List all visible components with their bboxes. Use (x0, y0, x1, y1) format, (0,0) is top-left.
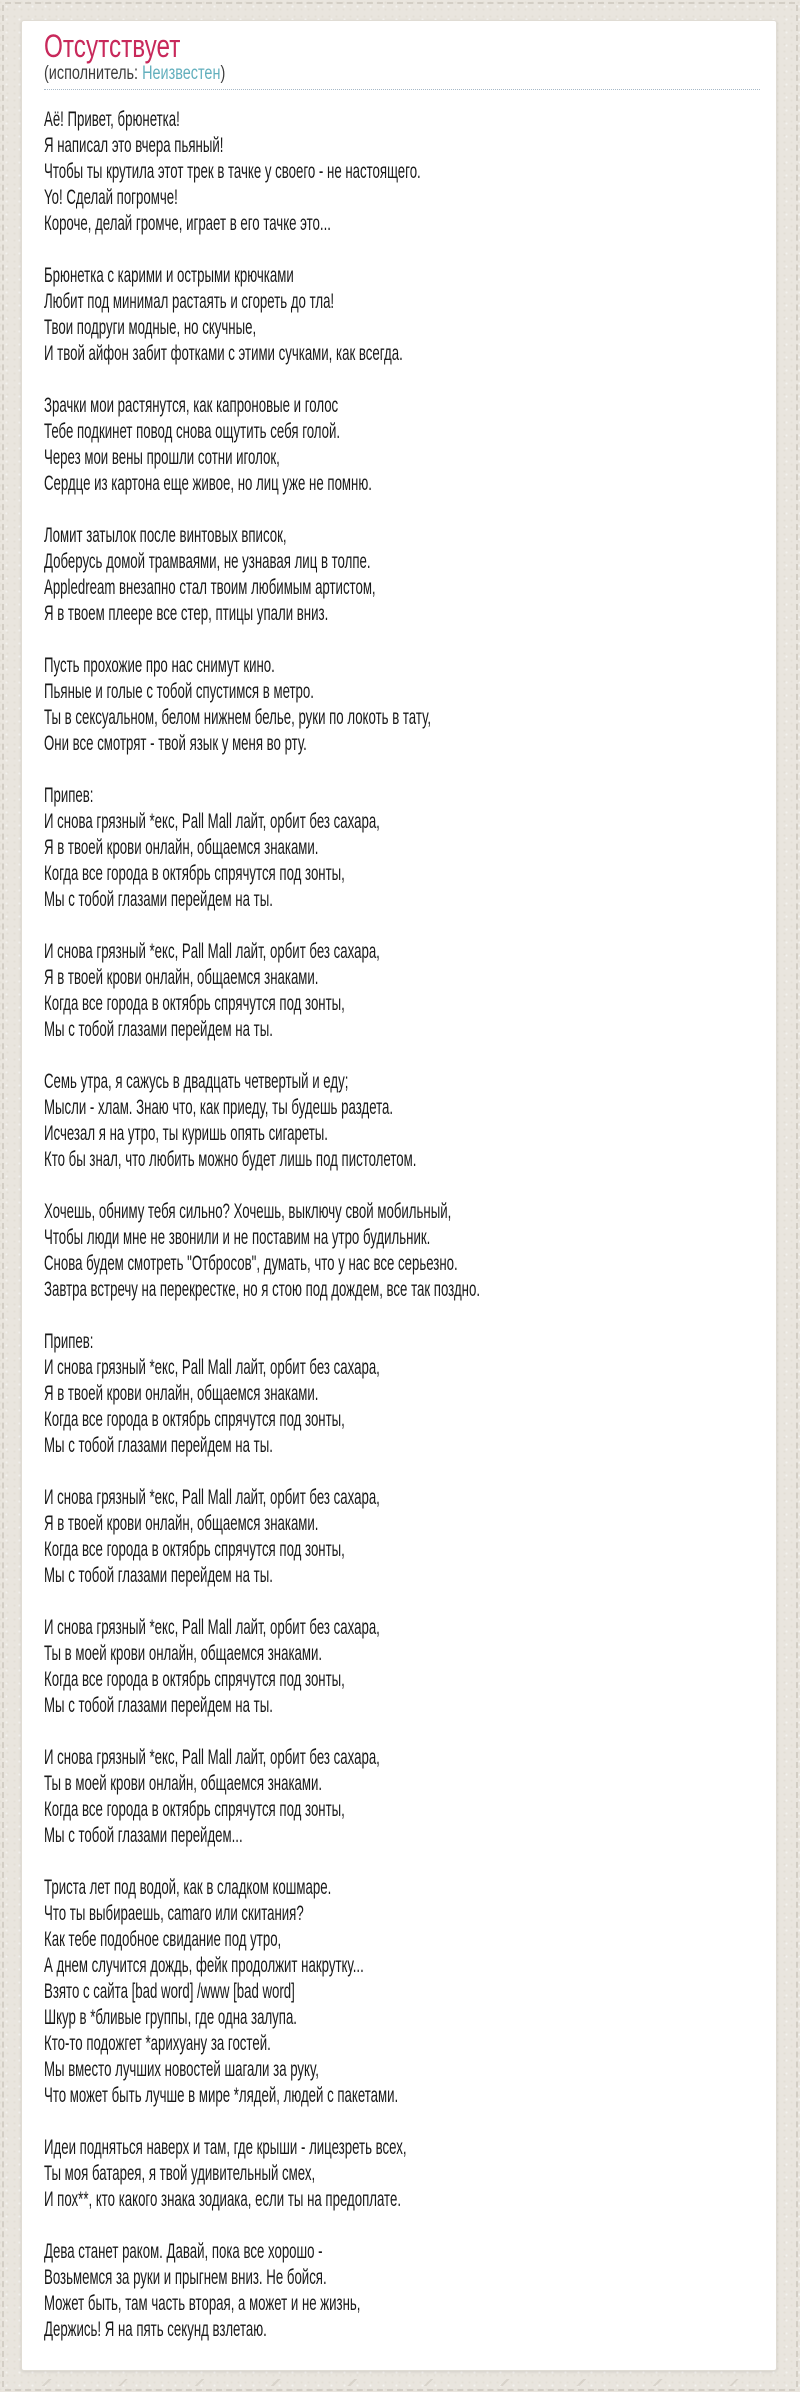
lyric-line: Что может быть лучше в мире *лядей, людей с пакетами. (44, 2084, 399, 2107)
lyric-line: Мы с тобой глазами перейдем на ты. (44, 1694, 273, 1717)
lyric-line: Как тебе подобное свидание под утро, (44, 1928, 282, 1951)
lyric-line: Ты в сексуальном, белом нижнем белье, руки по локоть в тату, (44, 706, 432, 729)
artist-line (44, 63, 760, 84)
lyric-line: А днем случится дождь, фейк продолжит накрутку... (44, 1954, 364, 1977)
stanza (44, 783, 762, 913)
lyric-line: И снова грязный *екс, Pall Mall лайт, орбит без сахара, (44, 1486, 380, 1509)
lyric-line: Я в твоей крови онлайн, общаемся знаками. (44, 836, 319, 859)
stanza (44, 1745, 762, 1849)
lyric-line: И снова грязный *екс, Pall Mall лайт, орбит без сахара, (44, 1616, 380, 1639)
lyric-line: Припев: (44, 1330, 94, 1353)
lyric-line: Что ты выбираешь, camaro или скитания? (44, 1902, 304, 1925)
stanza (44, 393, 762, 497)
lyric-line: Пусть прохожие про нас снимут кино. (44, 654, 275, 677)
lyric-line: Мы с тобой глазами перейдем на ты. (44, 888, 273, 911)
lyric-line: Я написал это вчера пьяный! (44, 134, 224, 157)
lyric-line: Ты в моей крови онлайн, общаемся знаками. (44, 1642, 323, 1665)
lyric-line: Дева станет раком. Давай, пока все хорошо - (44, 2240, 323, 2263)
stanza (44, 2135, 762, 2213)
lyric-line: Yo! Сделай погромче! (44, 186, 178, 209)
lyric-line: Через мои вены прошли сотни иголок, (44, 446, 280, 469)
lyric-line: И пох**, кто какого знака зодиака, если ты на предоплате. (44, 2188, 401, 2211)
lyric-line: Взято с сайта [bad word] /www [bad word] (44, 1980, 295, 2003)
lyric-line: Хочешь, обниму тебя сильно? Хочешь, выключу свой мобильный, (44, 1200, 452, 1223)
lyric-line: Короче, делай громче, играет в его тачке это... (44, 212, 331, 235)
lyric-line: Снова будем смотреть "Отбросов", думать, что у нас все серьезно. (44, 1252, 458, 1275)
stanza (44, 1329, 762, 1459)
lyric-line: Идеи подняться наверх и там, где крыши - лицезреть всех, (44, 2136, 407, 2159)
stanza (44, 653, 762, 757)
stanza (44, 1069, 762, 1173)
lyric-line: Зрачки мои растянутся, как капроновые и голос (44, 394, 339, 417)
lyric-line: Триста лет под водой, как в сладком кошмаре. (44, 1876, 332, 1899)
zigzag-decoration (12, 2379, 788, 2386)
lyric-line: Твои подруги модные, но скучные, (44, 316, 257, 339)
stanza (44, 1615, 762, 1719)
lyric-line: Держись! Я на пять секунд взлетаю. (44, 2318, 267, 2341)
lyric-line: Мы с тобой глазами перейдем на ты. (44, 1018, 273, 1041)
lyric-line: Мысли - хлам. Знаю что, как приеду, ты будешь раздета. (44, 1096, 394, 1119)
lyric-line: Я в твоей крови онлайн, общаемся знаками. (44, 1512, 319, 1535)
lyric-line: И снова грязный *екс, Pall Mall лайт, орбит без сахара, (44, 1356, 380, 1379)
lyric-line: И снова грязный *екс, Pall Mall лайт, орбит без сахара, (44, 1746, 380, 1769)
stitch-border-right (796, 5, 798, 2387)
stitch-border-bottom (5, 2389, 795, 2391)
stanza (44, 523, 762, 627)
lyric-line: Когда все города в октябрь спрячутся под зонты, (44, 1408, 345, 1431)
lyric-line: Шкур в *бливые группы, где одна залупа. (44, 2006, 297, 2029)
lyric-line: Тебе подкинет повод снова ощутить себя голой. (44, 420, 341, 443)
lyric-line: Мы с тобой глазами перейдем... (44, 1824, 243, 1847)
stanza (44, 1485, 762, 1589)
artist-label-suffix: ) (220, 63, 226, 84)
stanza (44, 1875, 762, 2109)
lyric-line: Ты моя батарея, я твой удивительный смех, (44, 2162, 316, 2185)
lyric-line: Может быть, там часть вторая, а может и не жизнь, (44, 2292, 361, 2315)
lyric-line: Я в твоей крови онлайн, общаемся знаками. (44, 966, 319, 989)
stanza (44, 263, 762, 367)
lyric-line: Ты в моей крови онлайн, общаемся знаками. (44, 1772, 323, 1795)
lyric-line: Чтобы люди мне не звонили и не поставим на утро будильник. (44, 1226, 431, 1249)
lyric-line: Когда все города в октябрь спрячутся под зонты, (44, 1668, 345, 1691)
lyric-line: Ломит затылок после винтовых вписок, (44, 524, 287, 547)
artist-link[interactable]: Неизвестен (142, 63, 221, 84)
lyric-line: Мы вместо лучших новостей шагали за руку, (44, 2058, 319, 2081)
lyric-line: И снова грязный *екс, Pall Mall лайт, орбит без сахара, (44, 810, 380, 833)
lyric-line: Доберусь домой трамваями, не узнавая лиц в толпе. (44, 550, 371, 573)
stanza (44, 2239, 762, 2343)
lyric-line: Припев: (44, 784, 94, 807)
artist-label-prefix: (исполнитель: (44, 63, 143, 84)
stanza (44, 939, 762, 1043)
lyric-line: Чтобы ты крутила этот трек в тачке у своего - не настоящего. (44, 160, 421, 183)
lyric-line: Я в твоем плеере все стер, птицы упали вниз. (44, 602, 329, 625)
stitch-border-left (2, 5, 4, 2387)
header (44, 29, 760, 90)
lyric-line: Когда все города в октябрь спрячутся под зонты, (44, 1798, 345, 1821)
header-inner (44, 29, 760, 84)
lyric-line: Семь утра, я сажусь в двадцать четвертый и еду; (44, 1070, 349, 1093)
lyric-line: Исчезал я на утро, ты куришь опять сигареты. (44, 1122, 328, 1145)
lyrics (44, 107, 762, 2369)
lyric-line: Кто бы знал, что любить можно будет лишь под пистолетом. (44, 1148, 417, 1171)
lyric-line: Мы с тобой глазами перейдем на ты. (44, 1564, 273, 1587)
lyric-line: И твой айфон забит фотками с этими сучками, как всегда. (44, 342, 403, 365)
lyric-line: Брюнетка с карими и острыми крючками (44, 264, 294, 287)
stanza (44, 1199, 762, 1303)
stitch-border-top (5, 2, 795, 4)
lyric-line: Мы с тобой глазами перейдем на ты. (44, 1434, 273, 1457)
lyric-line: Возьмемся за руки и прыгнем вниз. Не бойся. (44, 2266, 327, 2289)
lyrics-card (21, 20, 777, 2371)
lyric-line: Кто-то подожгет *арихуану за гостей. (44, 2032, 271, 2055)
lyric-line: Когда все города в октябрь спрячутся под зонты, (44, 1538, 345, 1561)
lyric-line: Сердце из картона еще живое, но лиц уже не помню. (44, 472, 372, 495)
lyric-line: Я в твоей крови онлайн, общаемся знаками. (44, 1382, 319, 1405)
lyric-line: Аё! Привет, брюнетка! (44, 108, 180, 131)
lyric-line: Они все смотрят - твой язык у меня во рту. (44, 732, 307, 755)
lyric-line: Когда все города в октябрь спрячутся под зонты, (44, 862, 345, 885)
lyric-line: Любит под минимал растаять и сгореть до тла! (44, 290, 335, 313)
lyric-line: И снова грязный *екс, Pall Mall лайт, орбит без сахара, (44, 940, 380, 963)
page-title: Отсутствует (44, 28, 181, 64)
lyric-line: Когда все города в октябрь спрячутся под зонты, (44, 992, 345, 1015)
stanza (44, 107, 762, 237)
lyric-line: Пьяные и голые с тобой спустимся в метро. (44, 680, 314, 703)
lyric-line: Appledream внезапно стал твоим любимым артистом, (44, 576, 376, 599)
lyric-line: Завтра встречу на перекрестке, но я стою под дождем, все так поздно. (44, 1278, 481, 1301)
